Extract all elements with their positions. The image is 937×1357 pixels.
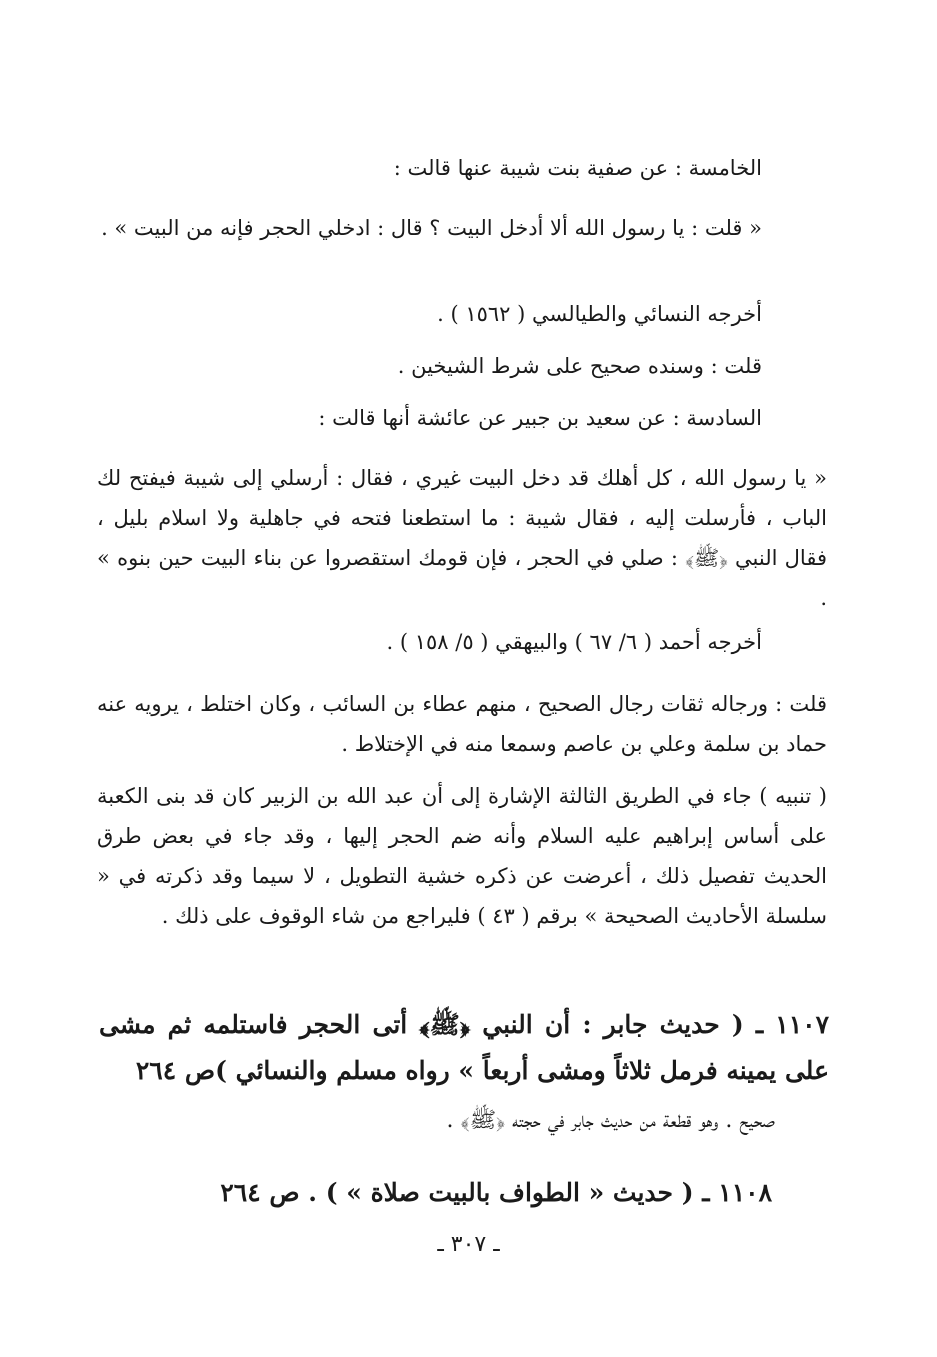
paragraph-narrators-note: قلت : ورجاله ثقات رجال الصحيح ، منهم عطاء بن السائب ، وكان اختلط ، يرويه عنه حماد بن سلمة وعلي بن عاصم وسمعا منه في الإختلاط . <box>97 692 827 756</box>
hadith-1107-grading: صحيح . وهو قطعة من حديث جابر في حجته ﴿ﷺ﴾ . <box>446 1108 775 1133</box>
paragraph-tanbih-note: ( تنبيه ) جاء في الطريق الثالثة الإشارة إلى أن عبد الله بن الزبير كان قد بنى الكعبة على أساس إبراهيم عليه السلام وأنه ضم الحجر إليها ، وقد جاء في بعض طرق الحديث تفصيل ذلك ، أعرضت عن ذكره خشية التطويل ، لا سيما وقد ذكرته في « سلسلة الأحاديث الصحيحة » برقم ( ٤٣ ) فليراجع من شاء الوقوف على ذلك . <box>97 784 827 928</box>
paragraph-quote-safiyya: « قلت : يا رسول الله ألا أدخل البيت ؟ قال : ادخلي الحجر فإنه من البيت » . <box>101 216 762 240</box>
hadith-1108: ١١٠٨ ـ ( حديث « الطواف بالبيت صلاة » ) . ص ٢٦٤ <box>220 1178 772 1207</box>
paragraph-sixth-narration: السادسة : عن سعيد بن جبير عن عائشة أنها قالت : <box>318 406 762 430</box>
paragraph-grading-sahih: قلت : وسنده صحيح على شرط الشيخين . <box>397 354 762 378</box>
hadith-1107: ١١٠٧ ـ ( حديث جابر : أن النبي ﴿ﷺ﴾ أتى الحجر فاستلمه ثم مشى على يمينه فرمل ثلاثاً ومشى أربعاً » رواه مسلم والنسائي )ص ٢٦٤ <box>99 1010 829 1085</box>
paragraph-takhrij-ahmad: أخرجه أحمد ( ٦/ ٦٧ ) والبيهقي ( ٥/ ١٥٨ ) . <box>386 630 762 654</box>
paragraph-takhrij-nasai: أخرجه النسائي والطيالسي ( ١٥٦٢ ) . <box>437 302 762 326</box>
paragraph-quote-aisha: « يا رسول الله ، كل أهلك قد دخل البيت غيري ، فقال : أرسلي إلى شيبة فيفتح لك الباب ، فأرسلت إليه ، فقال شيبة : ما استطعنا فتحه في جاهلية ولا اسلام بليل ، فقال النبي ﴿ﷺ﴾ : صلي في الحجر ، فإن قومك استقصروا عن بناء البيت حين بنوه » . <box>97 466 828 610</box>
page-number: ـ ٣٠٧ ـ <box>437 1232 500 1257</box>
paragraph-fifth-narration: الخامسة : عن صفية بنت شيبة عنها قالت : <box>393 156 762 180</box>
